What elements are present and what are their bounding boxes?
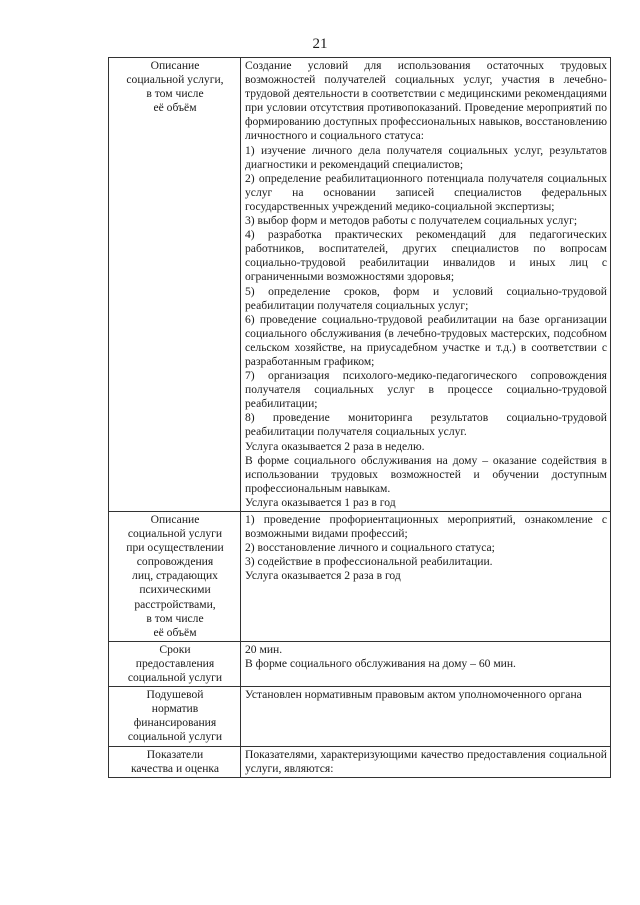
row-label-cell: [109, 512, 241, 642]
row-label-line: её объём: [153, 625, 197, 639]
row-label-line: социальной услуги,: [126, 73, 224, 87]
content-paragraph: 3) выбор форм и методов работы с получателем социальных услуг;: [245, 214, 578, 228]
row-label-cell: [109, 641, 241, 686]
row-label-line: при осуществлении: [126, 541, 224, 555]
row-label-line: расстройствами,: [134, 597, 216, 611]
row-label-line: норматив: [151, 702, 199, 716]
row-label-line: социальной услуги: [127, 671, 223, 685]
content-paragraph: 6) проведение социально-трудовой реабилитации на базе организации социального обслуживания (в лечебно-трудовых мастерских, подсобном сельском хозяйстве, на приусадебном участке и т.д.) в соответствии с разработанным графиком;: [245, 312, 607, 368]
row-label-line: лиц, страдающих: [132, 569, 218, 583]
service-description-table: [108, 57, 611, 778]
row-label-line: предоставления: [135, 656, 215, 670]
content-paragraph: 3) содействие в профессиональной реабилитации.: [245, 555, 493, 569]
table-row: [109, 687, 611, 746]
content-paragraph: Услуга оказывается 2 раза в неделю.: [245, 439, 425, 453]
table-row: [109, 58, 611, 512]
row-label-line: в том числе: [146, 611, 204, 625]
row-label-cell: [109, 746, 241, 777]
content-paragraph: В форме социального обслуживания на дому – 60 мин.: [245, 656, 516, 670]
content-paragraph: 8) проведение мониторинга результатов социально-трудовой реабилитации получателя социальных услуг.: [245, 411, 607, 439]
content-paragraph: 2) восстановление личного и социального статуса;: [245, 541, 495, 555]
row-content-cell: [241, 58, 611, 512]
content-paragraph: Услуга оказывается 2 раза в год: [245, 569, 401, 583]
table-row: [109, 641, 611, 686]
row-label-line: качества и оценка: [130, 761, 220, 775]
row-content-cell: [241, 746, 611, 777]
row-content-cell: [241, 512, 611, 642]
row-label-line: в том числе: [146, 87, 204, 101]
content-paragraph: В форме социального обслуживания на дому – оказание содействия в использовании трудовых возможностей и обучении доступным профессиональным навыкам.: [245, 453, 607, 495]
content-paragraph: 1) изучение личного дела получателя социальных услуг, результатов диагностики и рекомендаций специалистов;: [245, 143, 607, 171]
row-label-line: Описание: [150, 513, 200, 526]
table-row: [109, 512, 611, 642]
content-paragraph: 2) определение реабилитационного потенциала получателя социальных услуг на основании записей специалистов федеральных государственных учреждений медико-социальной экспертизы;: [245, 171, 607, 213]
content-paragraph: Создание условий для использования остаточных трудовых возможностей получателей социальных услуг, участия в лечебно-трудовой деятельности в соответствии с медицинскими рекомендациями при условии отсутствия противопоказаний. Проведение мероприятий по формированию доступных профессиональных навыков, восстановлению личностного и социального статуса:: [245, 59, 607, 143]
row-label-line: социальной услуги: [127, 730, 223, 744]
content-paragraph: 1) проведение профориентационных мероприятий, ознакомление с возможными видами профессий;: [245, 513, 607, 541]
row-label-line: психическими: [139, 583, 211, 597]
row-label-line: финансирования: [133, 716, 217, 730]
row-label-line: Показатели: [146, 747, 204, 761]
content-paragraph: 20 мин.: [245, 642, 283, 656]
row-label-cell: [109, 58, 241, 512]
content-paragraph: 4) разработка практических рекомендаций для педагогических работников, воспитателей, других специалистов по вопросам социально-трудовой реабилитации инвалидов и иных лиц с ограниченными возможностями здоровья;: [245, 228, 607, 284]
content-paragraph: Услуга оказывается 1 раз в год: [245, 495, 396, 509]
table-row: [109, 746, 611, 777]
row-label-line: сопровождения: [136, 555, 214, 569]
row-label-line: Подушевой: [146, 688, 204, 702]
row-label-cell: [109, 687, 241, 746]
content-paragraph: Установлен нормативным правовым актом уполномоченного органа: [245, 688, 582, 702]
row-label-line: Сроки: [159, 642, 191, 656]
content-paragraph: Показателями, характеризующими качество предоставления социальной услуги, являются:: [245, 747, 607, 775]
content-paragraph: 5) определение сроков, форм и условий социально-трудовой реабилитации получателя социальных услуг;: [245, 284, 607, 312]
content-paragraph: 7) организация психолого-медико-педагогического сопровождения получателя социальных услуг в процессе социально-трудовой реабилитации;: [245, 369, 607, 411]
row-label-line: её объём: [153, 101, 197, 115]
row-content-cell: [241, 641, 611, 686]
row-label-line: социальной услуги: [127, 527, 223, 541]
row-content-cell: [241, 687, 611, 746]
row-label-line: Описание: [150, 59, 200, 72]
page-number: 21: [312, 36, 328, 52]
